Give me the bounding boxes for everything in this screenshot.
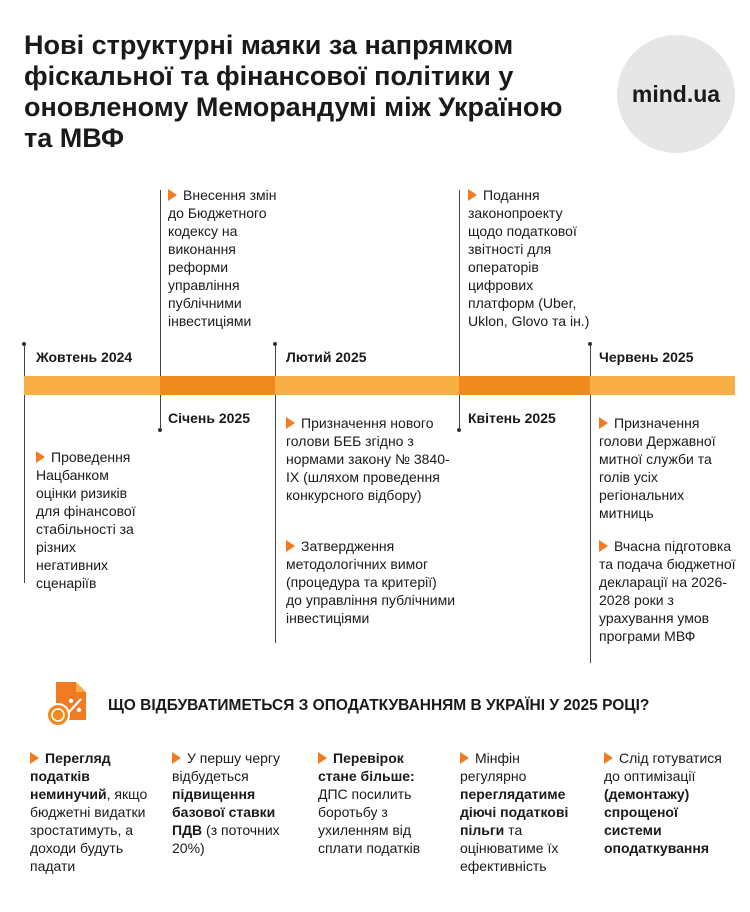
tax-item-4: Мінфін регулярно переглядатиме діючі податкові пільги та оцінюватиме їх ефективність: [460, 750, 569, 874]
arrow-marker-icon: [286, 540, 295, 552]
arrow-marker-icon: [318, 752, 327, 764]
date-jun2025: Червень 2025: [599, 349, 694, 365]
event-jun2025-2: Вчасна підготовка та подача бюджетної декларації на 2026-2028 роки з урахування умов програми МВФ: [599, 538, 736, 644]
tax-item-5: Слід готуватися до оптимізації (демонтажу) спрощеної системи оподаткування: [604, 750, 722, 856]
timeline-tick-jun2025: [590, 343, 591, 376]
date-jan2025: Січень 2025: [168, 410, 251, 426]
taxation-heading: ЩО ВІДБУВАТИМЕТЬСЯ З ОПОДАТКУВАННЯМ В УКРАЇНІ У 2025 РОЦІ?: [108, 697, 650, 714]
timeline-dot-apr2025: [457, 428, 461, 432]
event-apr2025-1: Подання законопроекту щодо податкової звітності для операторів цифрових платформ (Uber, Uklon, Glovo та ін.): [468, 187, 590, 329]
timeline-bar: [24, 376, 735, 395]
event-oct2024-1: Проведення Нацбанком оцінки ризиків для фінансової стабільності за різних негативних сценаріїв: [36, 449, 136, 591]
arrow-marker-icon: [168, 189, 177, 201]
arrow-marker-icon: [599, 417, 608, 429]
arrow-marker-icon: [30, 752, 39, 764]
timeline-line-oct2024: [24, 395, 25, 583]
date-apr2025: Квітень 2025: [468, 410, 556, 426]
timeline-dot-jan2025: [158, 428, 162, 432]
event-jun2025-1: Призначення голови Державної митної служби та голів усіх регіональних митниць: [599, 415, 716, 521]
document-percent-coin-icon: [44, 680, 94, 730]
arrow-marker-icon: [468, 189, 477, 201]
tax-item-3: Перевірок стане більше: ДПС посилить боротьбу з ухиленням від сплати податків: [318, 750, 421, 856]
timeline-line-apr2025-top: [459, 190, 460, 376]
event-feb2025-2: Затвердження методологічних вимог (процедура та критерії) до управління публічними інвестиціями: [286, 538, 456, 626]
date-feb2025: Лютий 2025: [286, 349, 367, 365]
timeline-tick-oct2024: [24, 343, 25, 376]
timeline-tick-feb2025: [275, 343, 276, 376]
timeline-line-feb2025: [275, 395, 276, 643]
timeline-dot-jun2025: [588, 342, 592, 346]
timeline-line-jan2025-bottom: [160, 395, 161, 430]
tax-item-1: Перегляд податків неминучий, якщо бюджетні видатки зростатимуть, а доходи будуть падати: [30, 750, 148, 874]
arrow-marker-icon: [172, 752, 181, 764]
timeline-line-jan2025-top: [160, 190, 161, 376]
tax-item-2: У першу чергу відбудеться підвищення базової ставки ПДВ (з поточних 20%): [172, 750, 281, 856]
timeline-segment-jan-feb: [160, 376, 275, 395]
date-oct2024: Жовтень 2024: [36, 349, 133, 365]
timeline-line-apr2025-bottom: [459, 395, 460, 430]
timeline-dot-oct2024: [22, 342, 26, 346]
arrow-marker-icon: [599, 540, 608, 552]
arrow-marker-icon: [286, 417, 295, 429]
event-feb2025-1: Призначення нового голови БЕБ згідно з нормами закону № 3840-IX (шляхом проведення конкурсного відбору): [286, 415, 450, 503]
arrow-marker-icon: [36, 451, 45, 463]
logo-text: mind.ua: [631, 80, 721, 107]
timeline-segment-apr-jun: [459, 376, 590, 395]
timeline-line-jun2025: [590, 395, 591, 663]
timeline-dot-feb2025: [273, 342, 277, 346]
event-jan2025-1: Внесення змін до Бюджетного кодексу на виконання реформи управління публічними інвестиціями: [168, 187, 277, 329]
page-title: Нові структурні маяки за напрямком фіскальної та фінансової політики у оновленому Меморандумі між Україною та МВФ: [24, 30, 563, 153]
arrow-marker-icon: [460, 752, 469, 764]
arrow-marker-icon: [604, 752, 613, 764]
